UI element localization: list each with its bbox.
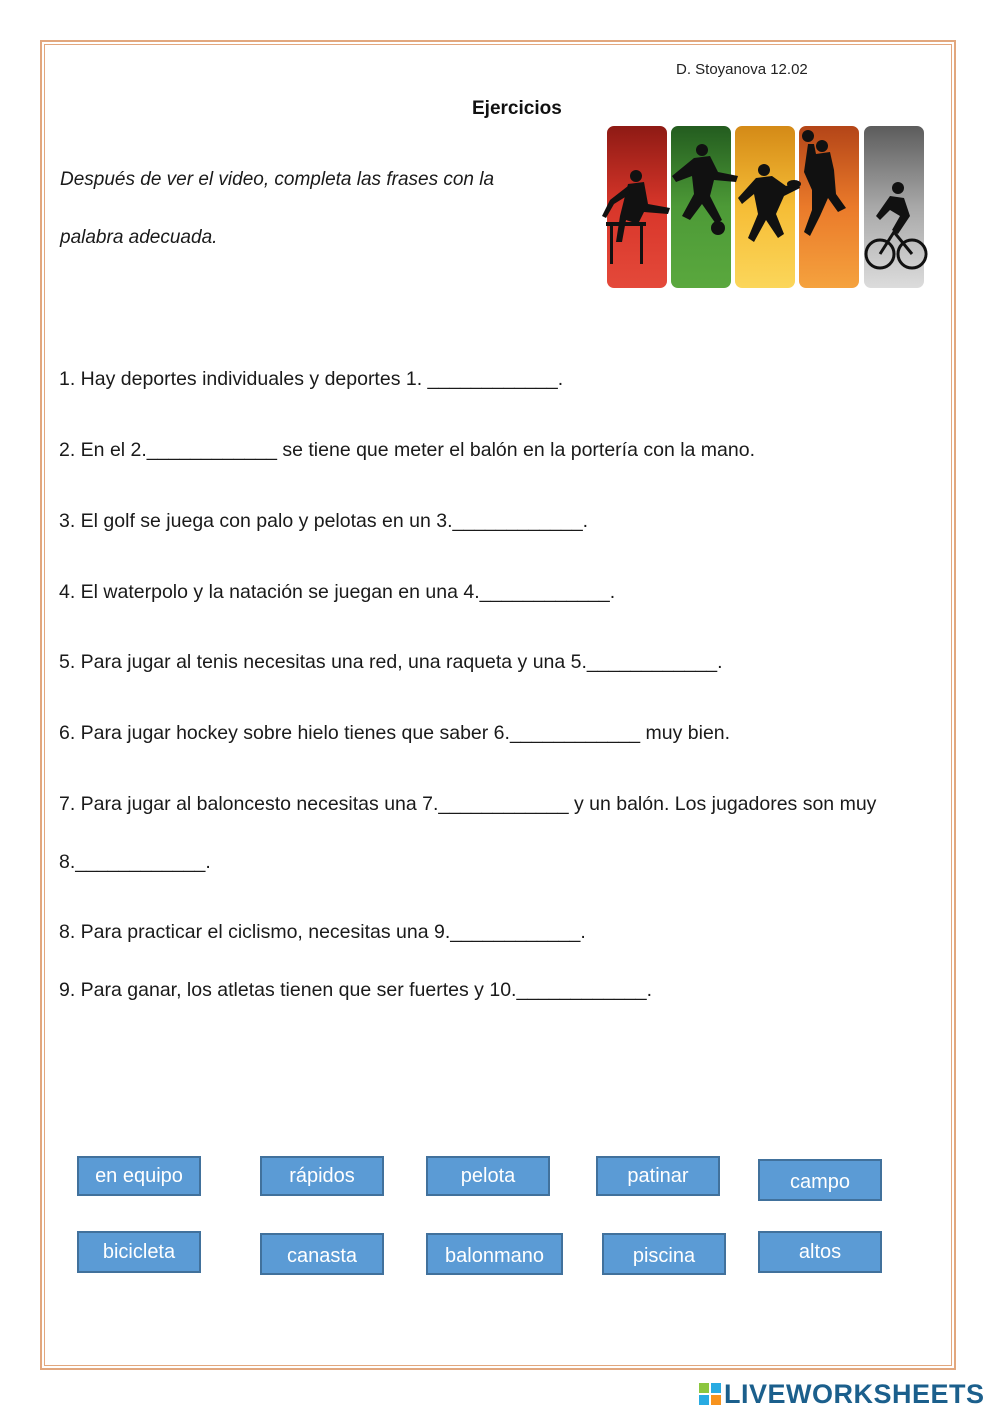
question-5: 5. Para jugar al tenis necesitas una red, una raqueta y una 5.____________. <box>59 651 723 673</box>
question-6: 6. Para jugar hockey sobre hielo tienes que saber 6.____________ muy bien. <box>59 722 731 744</box>
question-9: 9. Para ganar, los atletas tienen que ser fuertes y 10.____________. <box>59 979 653 1001</box>
question-7: 7. Para jugar al baloncesto necesitas una 7.____________ y un balón. Los jugadores son muy <box>59 793 877 815</box>
word-chip-altos[interactable]: altos <box>758 1231 882 1273</box>
word-chip-piscina[interactable]: piscina <box>602 1233 726 1275</box>
word-chip-balonmano[interactable]: balonmano <box>426 1233 563 1275</box>
question-3: 3. El golf se juega con palo y pelotas en un 3.____________. <box>59 510 589 532</box>
question-1: 1. Hay deportes individuales y deportes 1. ____________. <box>59 368 564 390</box>
liveworksheets-logo-icon <box>698 1382 722 1406</box>
word-chip-rapidos[interactable]: rápidos <box>260 1156 384 1196</box>
question-4: 4. El waterpolo y la natación se juegan en una 4.____________. <box>59 581 616 603</box>
page-title: Ejercicios <box>472 98 562 119</box>
question-8: 8. Para practicar el ciclismo, necesitas una 9.____________. <box>59 921 586 943</box>
question-2: 2. En el 2.____________ se tiene que meter el balón en la portería con la mano. <box>59 439 755 461</box>
instruction-line-2: palabra adecuada. <box>60 227 218 248</box>
word-chip-canasta[interactable]: canasta <box>260 1233 384 1275</box>
word-chip-bicicleta[interactable]: bicicleta <box>77 1231 201 1273</box>
word-chip-patinar[interactable]: patinar <box>596 1156 720 1196</box>
question-7-continued: 8.____________. <box>59 851 211 873</box>
word-chip-en-equipo[interactable]: en equipo <box>77 1156 201 1196</box>
instruction-line-1: Después de ver el video, completa las frases con la <box>60 169 495 190</box>
brand-text: LIVEWORKSHEETS <box>724 1379 985 1409</box>
author-date: D. Stoyanova 12.02 <box>676 61 808 78</box>
sports-silhouettes-image <box>598 124 928 290</box>
word-chip-pelota[interactable]: pelota <box>426 1156 550 1196</box>
word-chip-campo[interactable]: campo <box>758 1159 882 1201</box>
